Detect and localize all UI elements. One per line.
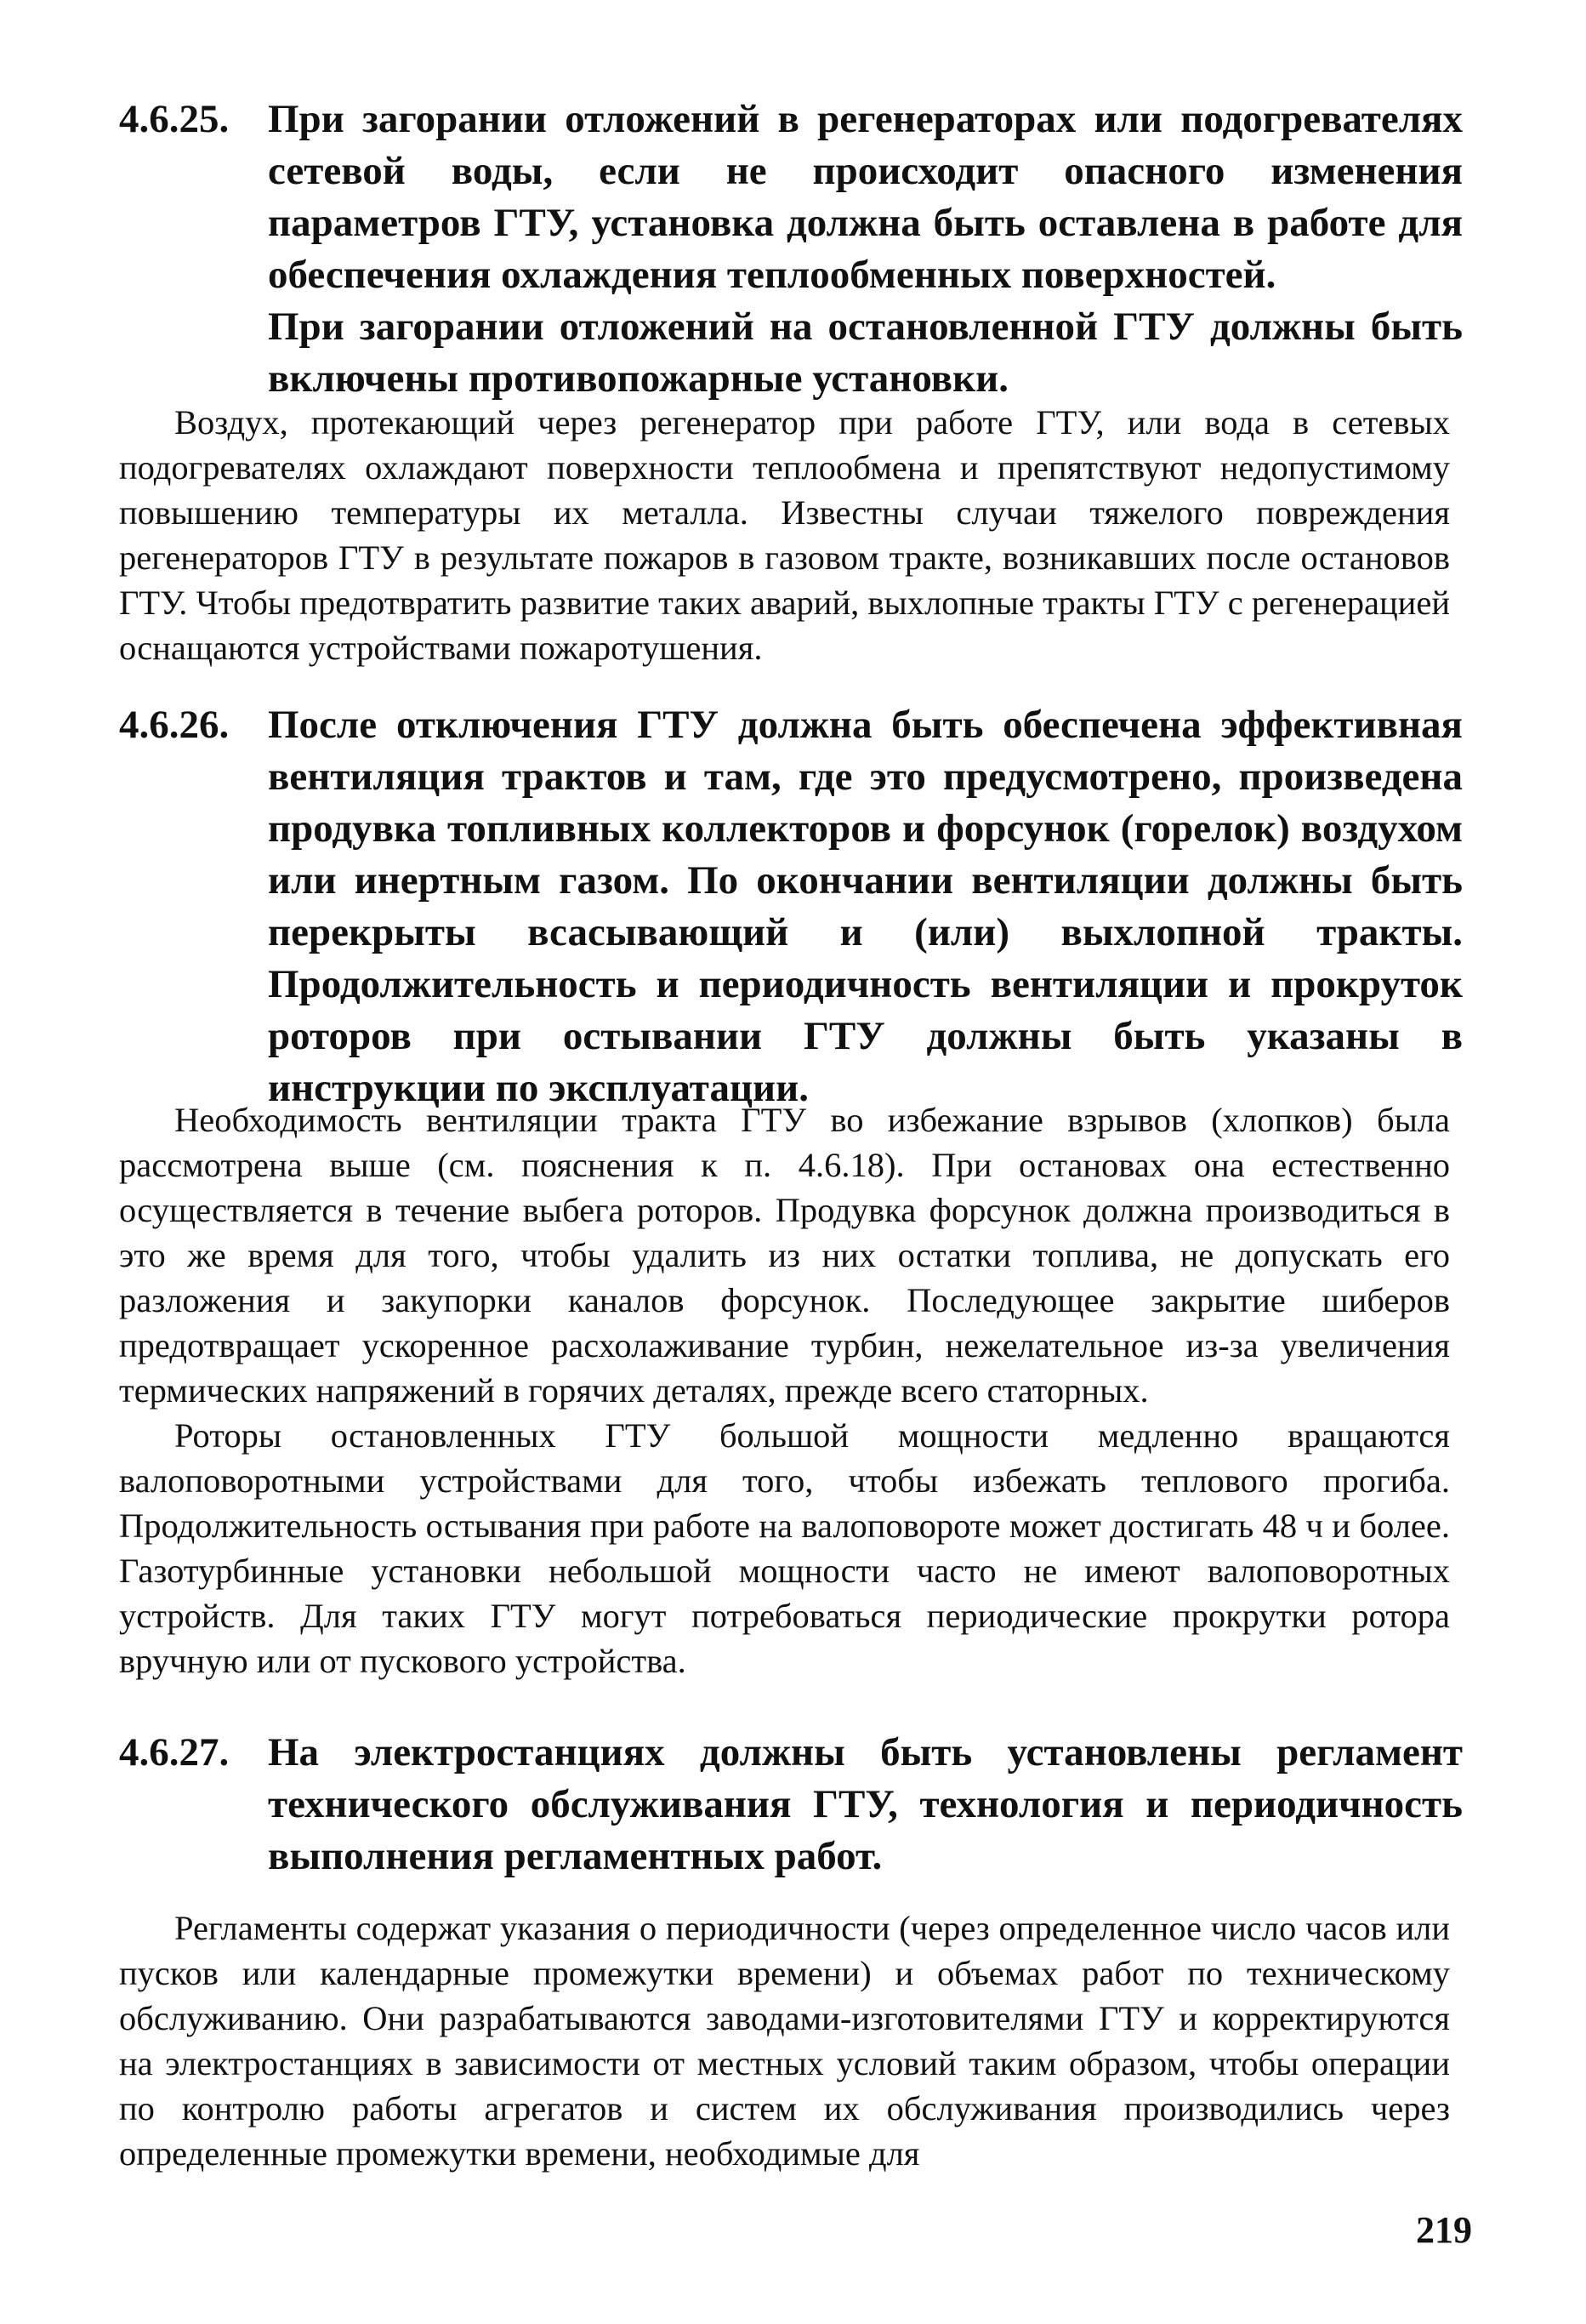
- clause-rule: [268, 1727, 1463, 1883]
- clause-number: 4.6.25.: [119, 97, 230, 141]
- commentary-paragraph: Воздух, протекающий через регенератор при работе ГТУ, или вода в сетевых подогревателях охлаждают поверхности теплообмена и препятствуют недопустимому повышению температуры их металла. Известны случаи тяжелого повреждения регенераторов ГТУ в результате пожаров в газовом тракте, возникавших после остановов ГТУ. Чтобы предотвратить развитие таких аварий, выхлопные тракты ГТУ с регенерацией оснащаются устройствами пожаротушения.: [119, 403, 1450, 667]
- commentary-paragraph: Необходимость вентиляции тракта ГТУ во избежание взрывов (хлопков) была рассмотрена выше (см. пояснения к п. 4.6.18). При остановах она естественно осуществляется в течение выбега роторов. Продувка форсунок должна производиться в это же время для того, чтобы удалить из них остатки топлива, не допускать его разложения и закупорки каналов форсунок. Последующее закрытие шиберов предотвращает ускоренное расхолаживание турбин, нежелательное из-за увеличения термических напряжений в горячих деталях, прежде всего статорных.: [119, 1101, 1450, 1410]
- rule-paragraph: После отключения ГТУ должна быть обеспечена эффективная вентиляция трактов и там, где это предусмотрено, произведена продувка топливных коллекторов и форсунок (горелок) воздухом или инертным газом. По окончании вентиляции должны быть перекрыты всасывающий и (или) выхлопной тракты. Продолжительность и периодичность вентиляции и прокруток роторов при остывании ГТУ должны быть указаны в инструкции по эксплуатации.: [268, 703, 1463, 1110]
- commentary-4-6-25: [119, 400, 1450, 670]
- clause-number: 4.6.26.: [119, 703, 230, 747]
- rule-paragraph: При загорании отложений в регенераторах или подогревателях сетевой воды, если не происходит опасного изменения параметров ГТУ, установка должна быть оставлена в работе для обеспечения охлаждения теплообменных поверхностей.: [268, 97, 1463, 297]
- clause-4-6-27: [119, 1727, 1463, 1883]
- clause-rule: [268, 94, 1463, 405]
- commentary-paragraph: Регламенты содержат указания о периодичности (через определенное число часов или пусков или календарные промежутки времени) и объемах работ по техническому обслуживанию. Они разрабатываются заводами-изготовителями ГТУ и корректируются на электростанциях в зависимости от местных условий таким образом, чтобы операции по контролю работы агрегатов и систем их обслуживания производились через определенные промежутки времени, необходимые для: [119, 1909, 1450, 2173]
- clause-rule: [268, 699, 1463, 1114]
- commentary-paragraph: Роторы остановленных ГТУ большой мощности медленно вращаются валоповоротными устройствами для того, чтобы избежать теплового прогиба. Продолжительность остывания при работе на валоповороте может достигать 48 ч и более. Газотурбинные установки небольшой мощности часто не имеют валоповоротных устройств. Для таких ГТУ могут потребоваться периодические прокрутки ротора вручную или от пускового устройства.: [119, 1416, 1450, 1680]
- commentary-4-6-27: [119, 1905, 1450, 2176]
- clause-4-6-26: [119, 699, 1463, 1114]
- commentary-4-6-26: [119, 1097, 1450, 1683]
- clause-number: 4.6.27.: [119, 1730, 230, 1774]
- clause-4-6-25: [119, 94, 1463, 405]
- page-number: 219: [1416, 2209, 1472, 2251]
- rule-paragraph: На электростанциях должны быть установлены регламент технического обслуживания ГТУ, технология и периодичность выполнения регламентных работ.: [268, 1730, 1463, 1878]
- rule-paragraph: При загорании отложений на остановленной ГТУ должны быть включены противопожарные установки.: [268, 305, 1463, 401]
